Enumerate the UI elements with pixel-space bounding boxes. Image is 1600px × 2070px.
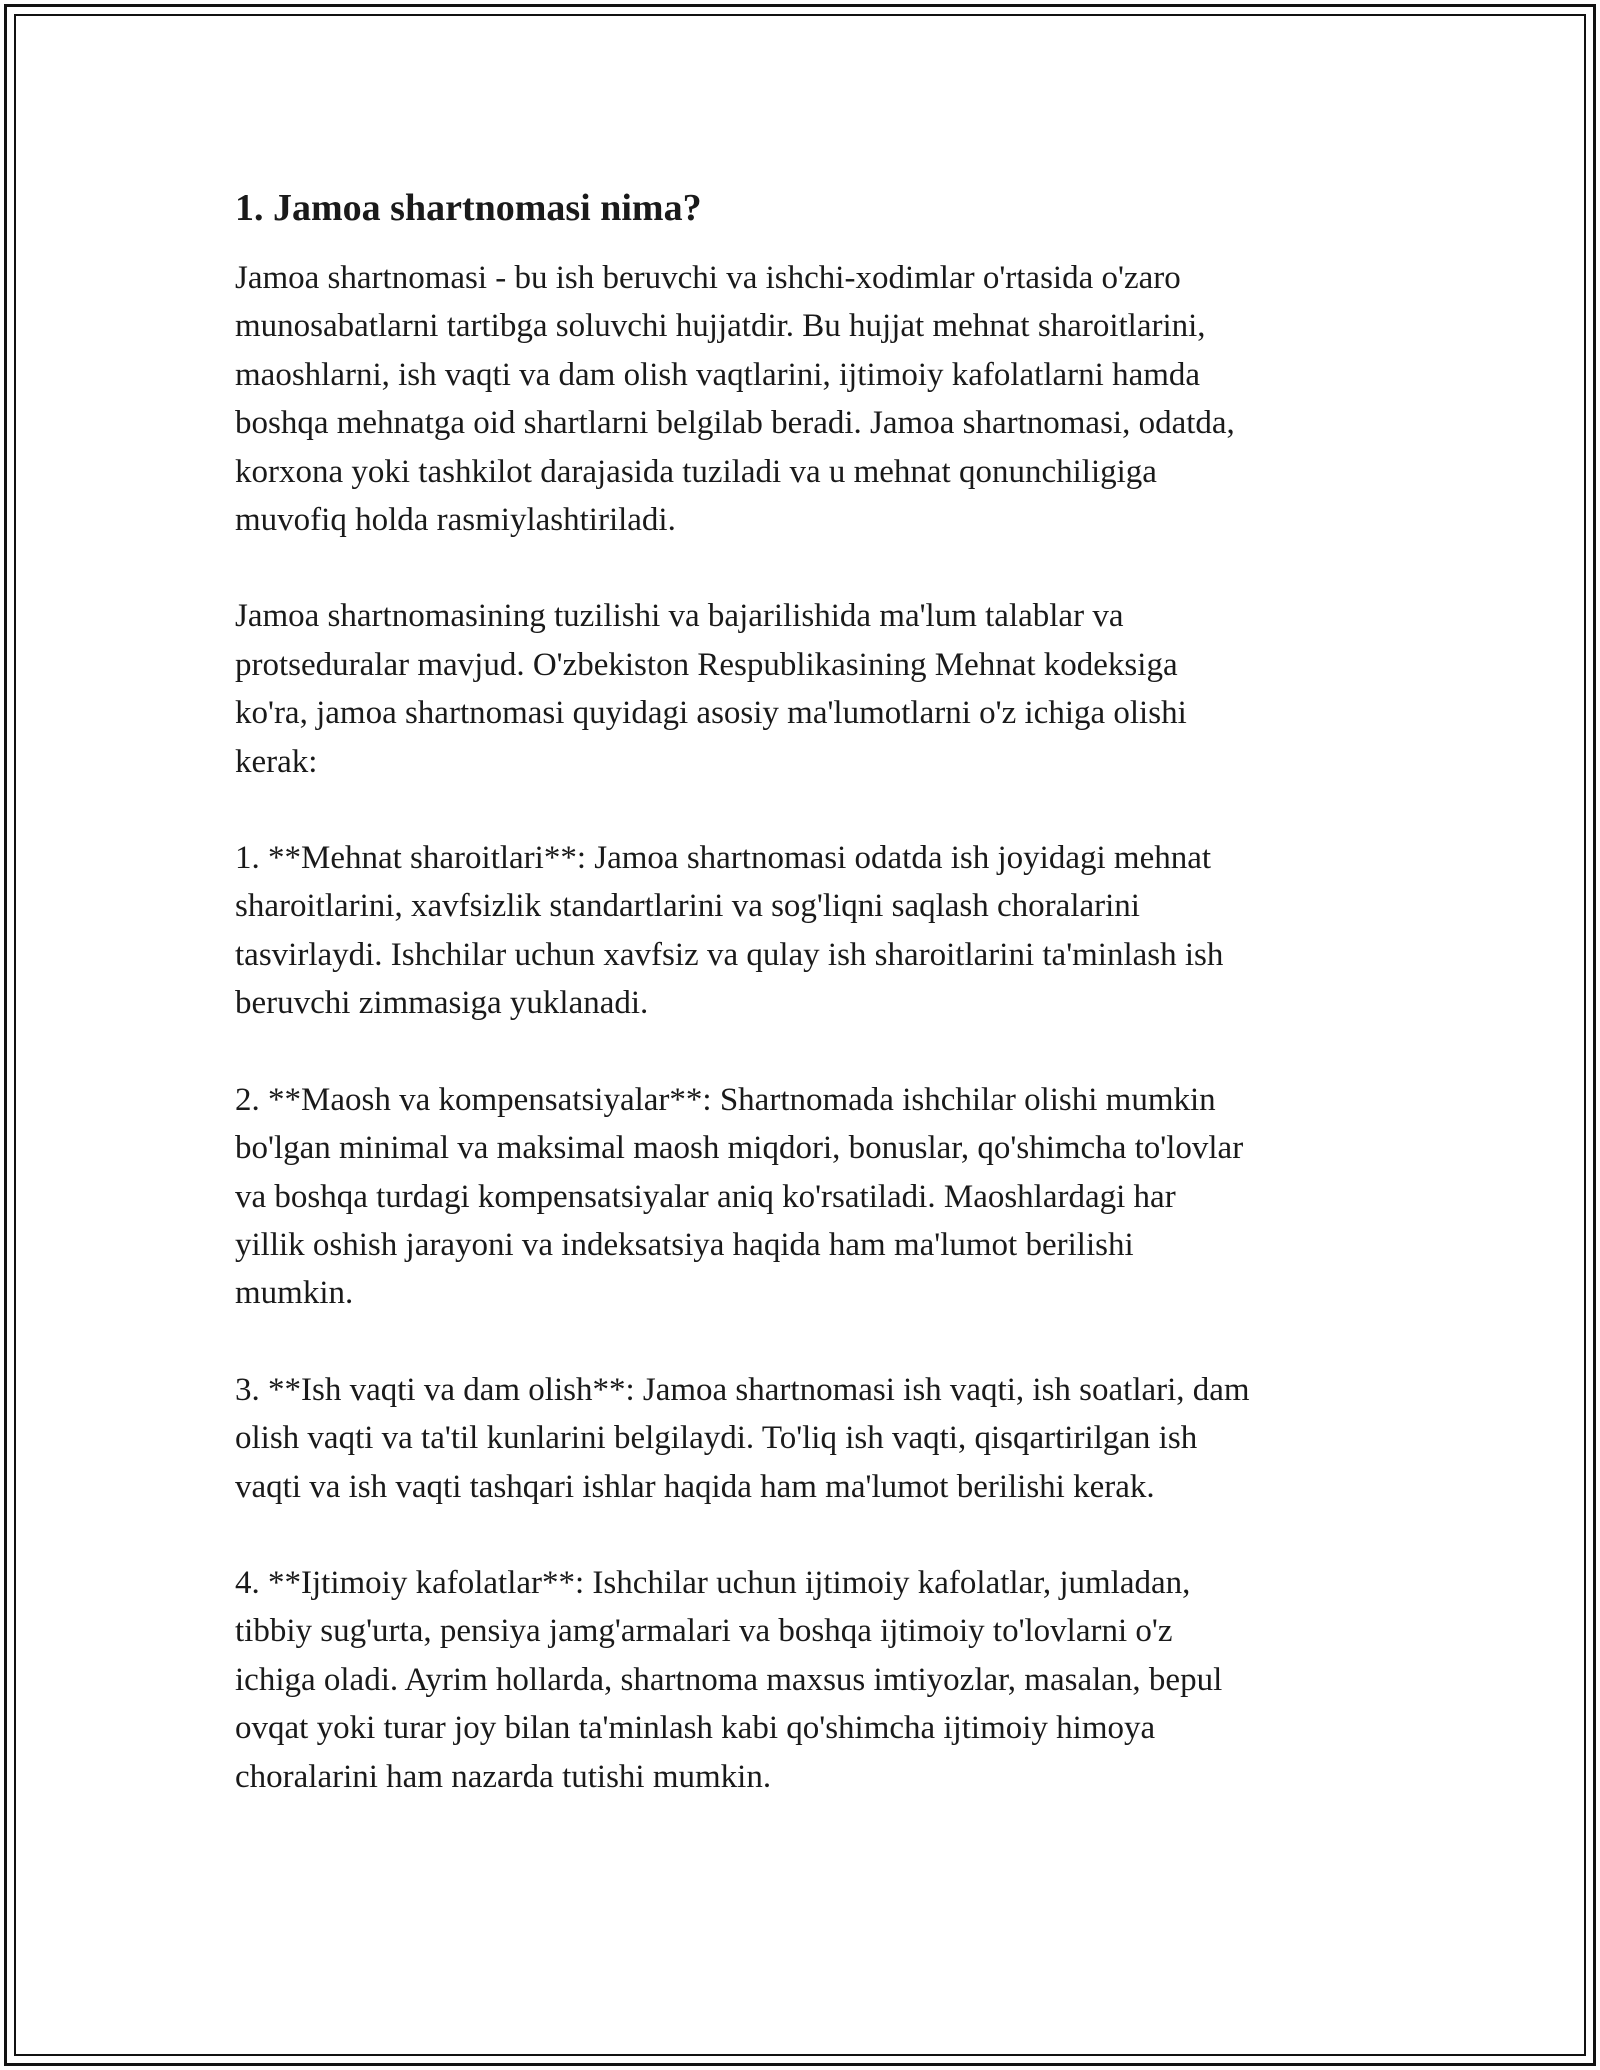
paragraph-requirements: Jamoa shartnomasining tuzilishi va bajarilishida ma'lum talablar va protseduralar mavjud. O'zbekiston Respublikasining Mehnat kodeksiga ko'ra, jamoa shartnomasi quyidagi asosiy ma'lumotlarni o'z ichiga olishi kerak: [235, 598, 1187, 780]
list-item-working-hours-rest: 3. **Ish vaqti va dam olish**: Jamoa shartnomasi ish vaqti, ish soatlari, dam olish vaqti va ta'til kunlarini belgilaydi. To'liq ish vaqti, qisqartirilgan ish vaqti va ish vaqti tashqari ishlar haqida ham ma'lumot berilishi kerak. [235, 1371, 1250, 1505]
list-item-salary-compensation: 2. **Maosh va kompensatsiyalar**: Shartnomada ishchilar olishi mumkin bo'lgan minimal va maksimal maosh miqdori, bonuslar, qo'shimcha to'lovlar va boshqa turdagi kompensatsiyalar aniq ko'rsatiladi. Maoshlardagi har yillik oshish jarayoni va indeksatsiya haqida ham ma'lumot berilishi mumkin. [235, 1081, 1244, 1312]
document-body [235, 184, 1395, 1849]
paragraph-intro: Jamoa shartnomasi - bu ish beruvchi va ishchi-xodimlar o'rtasida o'zaro munosabatlarni tartibga soluvchi hujjatdir. Bu hujjat mehnat sharoitlarini, maoshlarni, ish vaqti va dam olish vaqtlarini, ijtimoiy kafolatlarni hamda boshqa mehnatga oid shartlarni belgilab beradi. Jamoa shartnomasi, odatda, korxona yoki tashkilot darajasida tuziladi va u mehnat qonunchiligiga muvofiq holda rasmiylashtiriladi. [235, 260, 1235, 539]
list-item-social-guarantees: 4. **Ijtimoiy kafolatlar**: Ishchilar uchun ijtimoiy kafolatlar, jumladan, tibbiy sug'urta, pensiya jamg'armalari va boshqa ijtimoiy to'lovlarni o'z ichiga oladi. Ayrim hollarda, shartnoma maxsus imtiyozlar, masalan, bepul ovqat yoki turar joy bilan ta'minlash kabi qo'shimcha ijtimoiy himoya choralarini ham nazarda tutishi mumkin. [235, 1564, 1223, 1795]
list-item-working-conditions: 1. **Mehnat sharoitlari**: Jamoa shartnomasi odatda ish joyidagi mehnat sharoitlarini, xavfsizlik standartlarini va sog'liqni saqlash choralarini tasvirlaydi. Ishchilar uchun xavfsiz va qulay ish sharoitlarini ta'minlash ish beruvchi zimmasiga yuklanadi. [235, 840, 1224, 1022]
document-title: 1. Jamoa shartnomasi nima? [235, 187, 702, 229]
